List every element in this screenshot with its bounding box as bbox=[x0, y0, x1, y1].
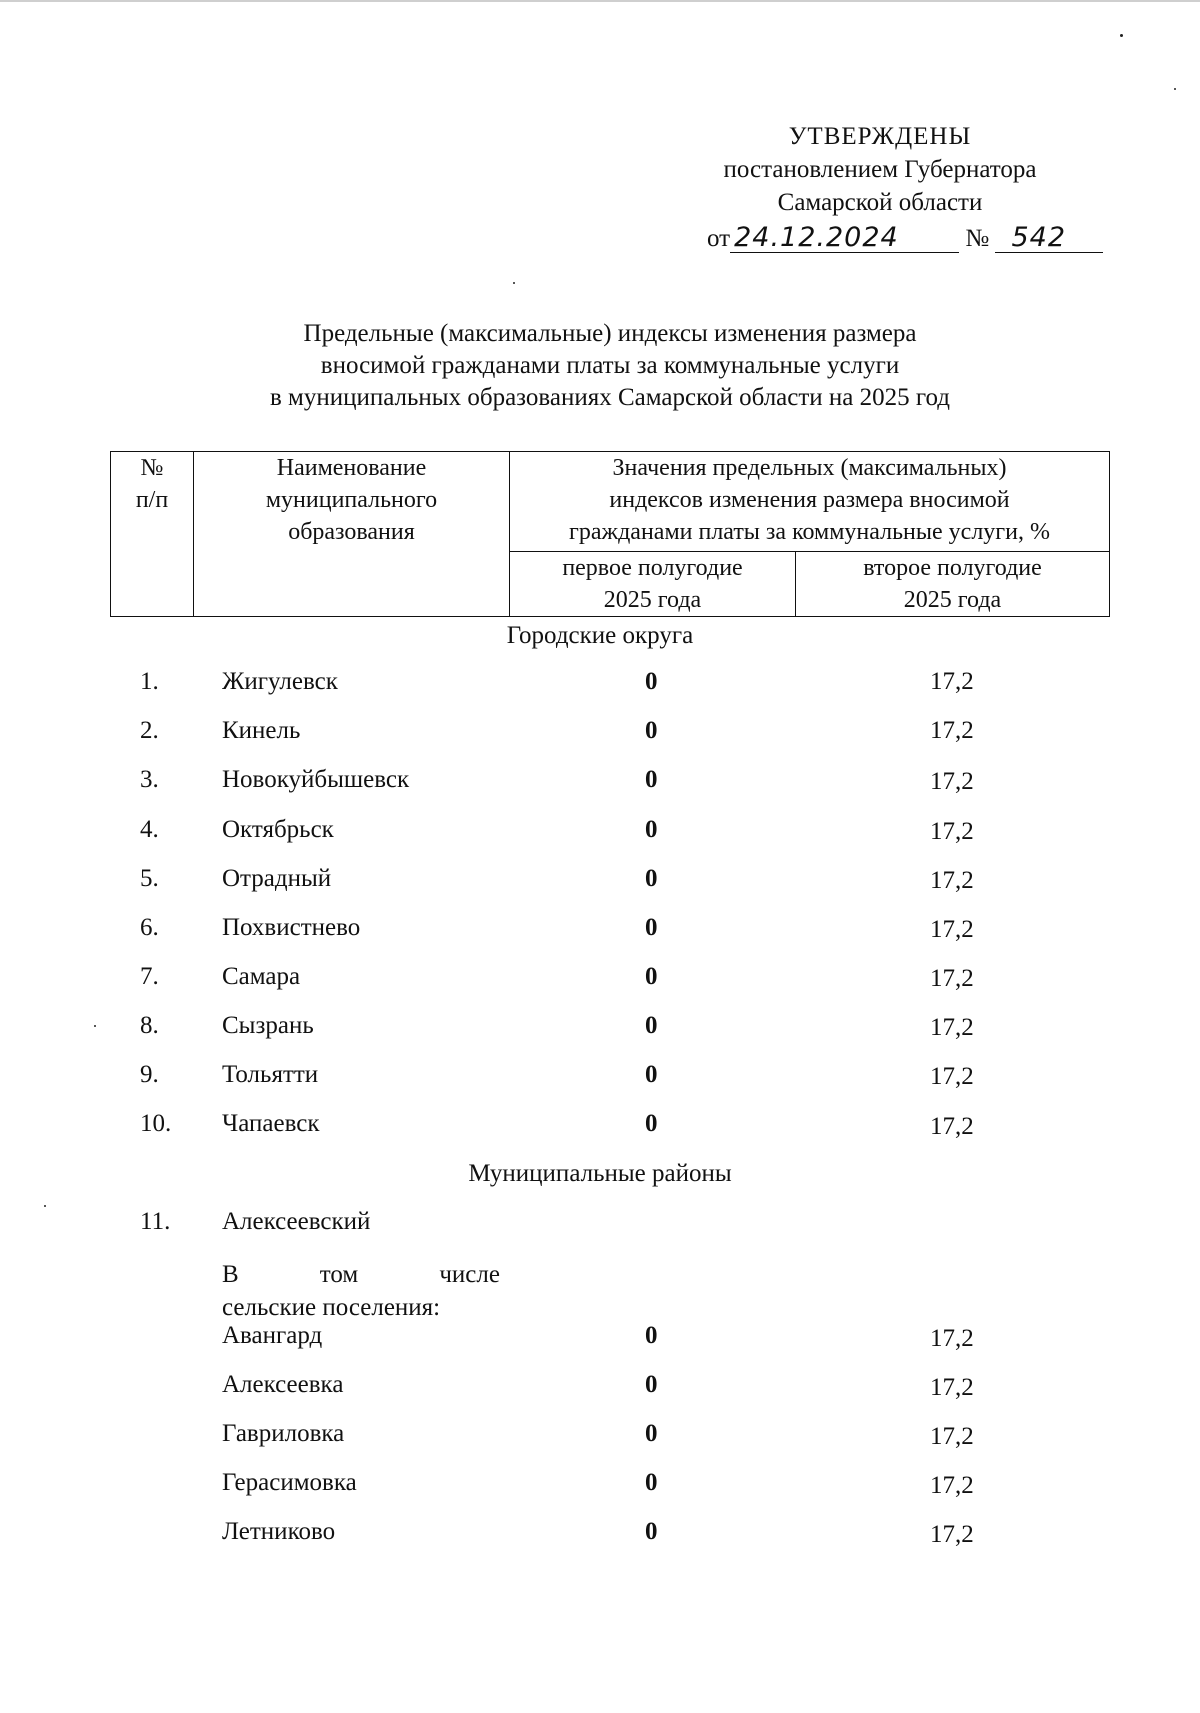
row-name: Тольятти bbox=[222, 1061, 319, 1088]
row-first-half-value: 0 bbox=[645, 963, 658, 990]
row-name: Чапаевск bbox=[222, 1110, 320, 1137]
row-second-half-value: 17,2 bbox=[930, 867, 974, 894]
handwritten-date: 24.12.2024 bbox=[730, 224, 959, 253]
settlement-second-half-value: 17,2 bbox=[930, 1472, 974, 1499]
scan-speck bbox=[513, 282, 515, 284]
row-name: Алексеевский bbox=[222, 1208, 371, 1235]
row-first-half-value: 0 bbox=[645, 766, 658, 793]
settlement-first-half-value: 0 bbox=[645, 1322, 658, 1349]
row-second-half-value: 17,2 bbox=[930, 818, 974, 845]
row-first-half-value: 0 bbox=[645, 717, 658, 744]
row-first-half-value: 0 bbox=[645, 1061, 658, 1088]
approval-line-2: постановлением Губернатора bbox=[723, 156, 1037, 183]
row-number: 4. bbox=[140, 816, 159, 843]
row-second-half-value: 17,2 bbox=[930, 668, 974, 695]
date-prefix: от bbox=[707, 225, 731, 252]
row-second-half-value: 17,2 bbox=[930, 1014, 974, 1041]
row-first-half-value: 0 bbox=[645, 816, 658, 843]
title-line-3: в муниципальных образованиях Самарской области на 2025 год bbox=[269, 384, 951, 411]
row-name: Новокуйбышевск bbox=[222, 766, 410, 793]
section-urban-districts: Городские округа bbox=[506, 622, 694, 649]
settlement-first-half-value: 0 bbox=[645, 1518, 658, 1545]
row-second-half-value: 17,2 bbox=[930, 768, 974, 795]
top-edge-line bbox=[0, 0, 1200, 2]
row-name: Самара bbox=[222, 963, 301, 990]
section-municipal-districts: Муниципальные районы bbox=[468, 1160, 732, 1187]
settlement-second-half-value: 17,2 bbox=[930, 1423, 974, 1450]
settlement-name: Алексеевка bbox=[222, 1371, 344, 1398]
row-number: 11. bbox=[140, 1208, 171, 1235]
row-name: Кинель bbox=[222, 717, 301, 744]
approval-date-line bbox=[707, 224, 1103, 253]
scan-speck bbox=[94, 1025, 96, 1027]
row-number: 9. bbox=[140, 1061, 159, 1088]
settlement-second-half-value: 17,2 bbox=[930, 1521, 974, 1548]
row-number: 1. bbox=[140, 668, 159, 695]
scan-speck bbox=[44, 1205, 46, 1207]
row-name: Отрадный bbox=[222, 865, 332, 892]
document-title bbox=[150, 318, 1070, 414]
settlement-first-half-value: 0 bbox=[645, 1469, 658, 1496]
settlement-first-half-value: 0 bbox=[645, 1371, 658, 1398]
row-second-half-value: 17,2 bbox=[930, 965, 974, 992]
row-number: 6. bbox=[140, 914, 159, 941]
approval-block bbox=[640, 120, 1120, 219]
number-sign: № bbox=[965, 225, 990, 252]
row-second-half-value: 17,2 bbox=[930, 916, 974, 943]
row-second-half-value: 17,2 bbox=[930, 1063, 974, 1090]
settlement-name: Гавриловка bbox=[222, 1420, 345, 1447]
settlement-second-half-value: 17,2 bbox=[930, 1374, 974, 1401]
row-number: 10. bbox=[140, 1110, 172, 1137]
row-first-half-value: 0 bbox=[645, 668, 658, 695]
row-number: 3. bbox=[140, 766, 159, 793]
settlement-name: Авангард bbox=[222, 1322, 323, 1349]
row-second-half-value: 17,2 bbox=[930, 717, 974, 744]
scan-speck bbox=[1120, 34, 1123, 37]
settlement-second-half-value: 17,2 bbox=[930, 1325, 974, 1352]
settlement-name: Летниково bbox=[222, 1518, 336, 1545]
row-number: 2. bbox=[140, 717, 159, 744]
row-first-half-value: 0 bbox=[645, 914, 658, 941]
row-first-half-value: 0 bbox=[645, 1110, 658, 1137]
header-col-number: № п/п bbox=[111, 452, 194, 617]
approval-title: УТВЕРЖДЕНЫ bbox=[788, 123, 972, 150]
row-name: Сызрань bbox=[222, 1012, 314, 1039]
title-line-1: Предельные (максимальные) индексы изменения размера bbox=[303, 320, 917, 347]
row-number: 8. bbox=[140, 1012, 159, 1039]
table-header bbox=[110, 451, 1110, 617]
row-name: Похвистнево bbox=[222, 914, 361, 941]
header-second-half: второе полугодие 2025 года bbox=[796, 552, 1110, 617]
header-col-name: Наименование муниципального образования bbox=[194, 452, 510, 617]
including-label: В том числе сельские поселения: bbox=[222, 1261, 500, 1321]
row-first-half-value: 0 bbox=[645, 1012, 658, 1039]
settlement-first-half-value: 0 bbox=[645, 1420, 658, 1447]
row-name: Октябрьск bbox=[222, 816, 334, 843]
header-col-values: Значения предельных (максимальных) индексов изменения размера вносимой гражданами платы за коммунальные услуги, % bbox=[510, 452, 1110, 552]
scan-speck bbox=[1174, 88, 1176, 90]
row-first-half-value: 0 bbox=[645, 865, 658, 892]
settlement-name: Герасимовка bbox=[222, 1469, 357, 1496]
row-name: Жигулевск bbox=[222, 668, 338, 695]
row-number: 5. bbox=[140, 865, 159, 892]
approval-line-3: Самарской области bbox=[777, 189, 983, 216]
row-number: 7. bbox=[140, 963, 159, 990]
row-second-half-value: 17,2 bbox=[930, 1113, 974, 1140]
title-line-2: вносимой гражданами платы за коммунальные услуги bbox=[320, 352, 900, 379]
header-first-half: первое полугодие 2025 года bbox=[510, 552, 796, 617]
handwritten-number: 542 bbox=[995, 224, 1103, 253]
